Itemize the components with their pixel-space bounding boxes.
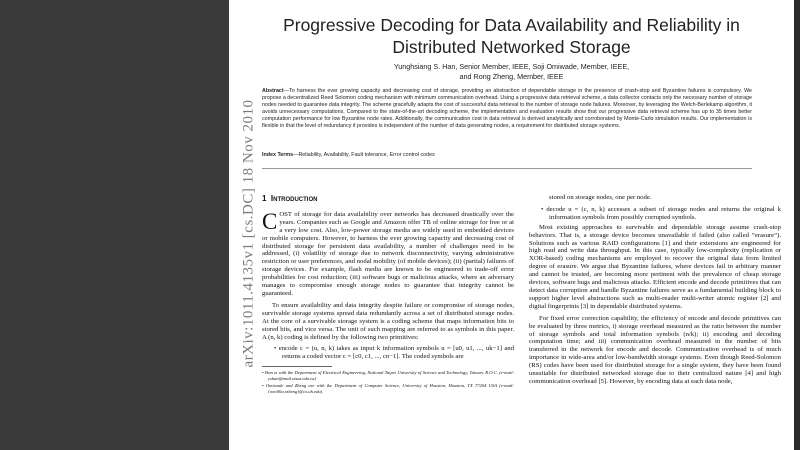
abstract-divider	[262, 168, 752, 169]
right-column	[529, 194, 781, 390]
section-title: Introduction	[270, 194, 318, 203]
encode-bullet: • encode c = (u, n, k) takes as input k information symbols u = [u0, u1, ..., uk−1] and returns a coded vector c = [c0, c1, ..., cn−1]. The coded symbols are	[274, 345, 514, 361]
intro-paragraph-1	[262, 208, 514, 298]
intro-paragraph-2: To ensure availability and data integrity despite failure or compromise of storage nodes, survivable storage systems spread data redundantly across a set of distributed storage nodes. At the core of a survivable storage system is a coding scheme that maps information bits to stored bits, and vice versa. The unit of such mapping are referred to as symbols in this paper. A (n, k) coding is defined by the following two primitives:	[262, 301, 514, 341]
intro-paragraph-3: Most existing approaches to survivable and dependable storage assume crash-stop behaviors. That is, a storage device becomes unavailable if failed (also called “erasure”). Solutions such as various RAID configurations [1] and their extensions are engineered for high read and write data throughput. In this case, typically low-complexity (replication or XOR-based) coding mechanisms are employed to recover the original data from limited degree of erasure. We argue that Byzantine failures, where devices fail in arbitrary manner and cannot be trusted, are becoming more pertinent with the prevalence of cheap storage devices, software bugs and malicious attacks. Efficient encode and decode primitives that can detect data corruption and handle Byzantine failures serve as a fundamental building block to support higher level abstractions such as multi-reader multi-writer atomic register [2] and digital fingerprints [3] in dependable distributed systems.	[529, 223, 781, 310]
author-list	[269, 62, 754, 81]
arxiv-stamp: arXiv:1011.4135v1 [cs.DC] 18 Nov 2010	[240, 99, 257, 368]
authors-line-2: and Rong Zheng, Member, IEEE	[459, 71, 564, 81]
abstract-label: Abstract	[262, 88, 284, 94]
index-terms-text: —Reliability, Availability, Fault tolerance, Error control codes	[293, 152, 435, 158]
footnote-1: • Han is with the Department of Electrical Engineering, National Taipei University of Science and Technology, Taiwan, R.O.C. (e-mail: yshan@mail.ntust.edu.tw)	[262, 370, 514, 381]
index-terms-label: Index Terms	[262, 152, 294, 158]
abstract-text: —To harness the ever growing capacity and decreasing cost of storage, providing an abstraction of dependable storage in the presence of crash-stop and Byzantine failures is compulsory. We propose a decentralized Reed Solomon coding mechanism with minimum communication overhead. Using a progressive data retrieval scheme, a data collector contacts only the necessary number of storage nodes needed to guarantee data integrity. The scheme gracefully adapts the cost of successful data retrieval to the number of storage node failures. Moreover, by leveraging the Welch-Berlekamp algorithm, it avoids unnecessary computations. Compared to the state-of-the-art decoding scheme, the implementation and evaluation results show that our progressive data retrieval scheme has up to 35 times better computation performance for low Byzantine node rates. Additionally, the communication cost in data retrieval is derived analytically and corroborated by Monte-Carlo simulation results. Our implementation is flexible in that the level of redundancy it provides is independent of the number of data generating nodes, a requirement for distributed storage systems.	[262, 88, 752, 130]
intro-paragraph-1-text: OST of storage for data availability over networks has decreased drastically over the years. Companies such as Google and Amazon offer TB of online storage for free or at a very low cost. Also, low-power storage media are widely used in embedded devices or mobile computers. However, to harness the ever growing capacity and decreasing cost of distributed storage for persistent data availability, a number of challenges need to be addressed, (i) volatility of storage due to network disconnectivity, varying administrative restriction or user preferences, and nodal mobility (of mobile devices); (ii) (partial) failures of storage devices. For example, flash media are known to be engineered to trade-off error probabilities for cost reduction; (iii) software bugs or malicious attacks, where an adversary manages to compromise enough storage nodes to guarantee that integrity cannot be guaranteed.	[262, 210, 514, 297]
index-terms	[262, 152, 752, 158]
authors-line-1: Yunghsiang S. Han, Senior Member, IEEE, Soji Omiwade, Member, IEEE,	[393, 62, 630, 71]
section-number: 1	[262, 194, 267, 203]
decode-bullet: • decode u = (c, n, k) accesses a subset of storage nodes and returns the original k information symbols from possibly corrupted symbols.	[541, 205, 781, 221]
section-heading	[262, 195, 514, 203]
paper-page	[229, 0, 794, 450]
left-column	[262, 195, 514, 397]
viewer-edge	[794, 0, 800, 450]
footnote-2: • Omiwade and Zheng are with the Department of Computer Science, University of Houston, Houston, TX 77204 USA (e-mail: {ooo00a,rzheng}@cs.uh.edu).	[262, 383, 514, 394]
intro-paragraph-4: For fixed error correction capability, the efficiency of encode and decode primitives can be evaluated by three metrics, i) storage overhead measured as the ratio between the number of storage symbols and total information symbols (n/k); ii) encoding and decoding computation time; and iii) communication overhead measured in the number of bits transferred in the network for encode and decode. Communication overhead is of much importance in wide-area and/or low-bandwidth storage systems. Even though Reed-Solomon (RS) codes have been used for distributed storage for a single system, they have been found unsuitable for distributed networked storage due to their centralized nature [4] and high communication overhead [5]. However, by encoding data at each data node,	[529, 314, 781, 385]
paper-title: Progressive Decoding for Data Availability and Reliability in Distributed Networked Storage	[283, 15, 740, 57]
abstract	[262, 88, 752, 131]
drop-cap: C	[262, 208, 278, 234]
bullet-continuation: stored on storage nodes, one per node.	[549, 194, 652, 201]
footnote-divider	[262, 366, 332, 367]
